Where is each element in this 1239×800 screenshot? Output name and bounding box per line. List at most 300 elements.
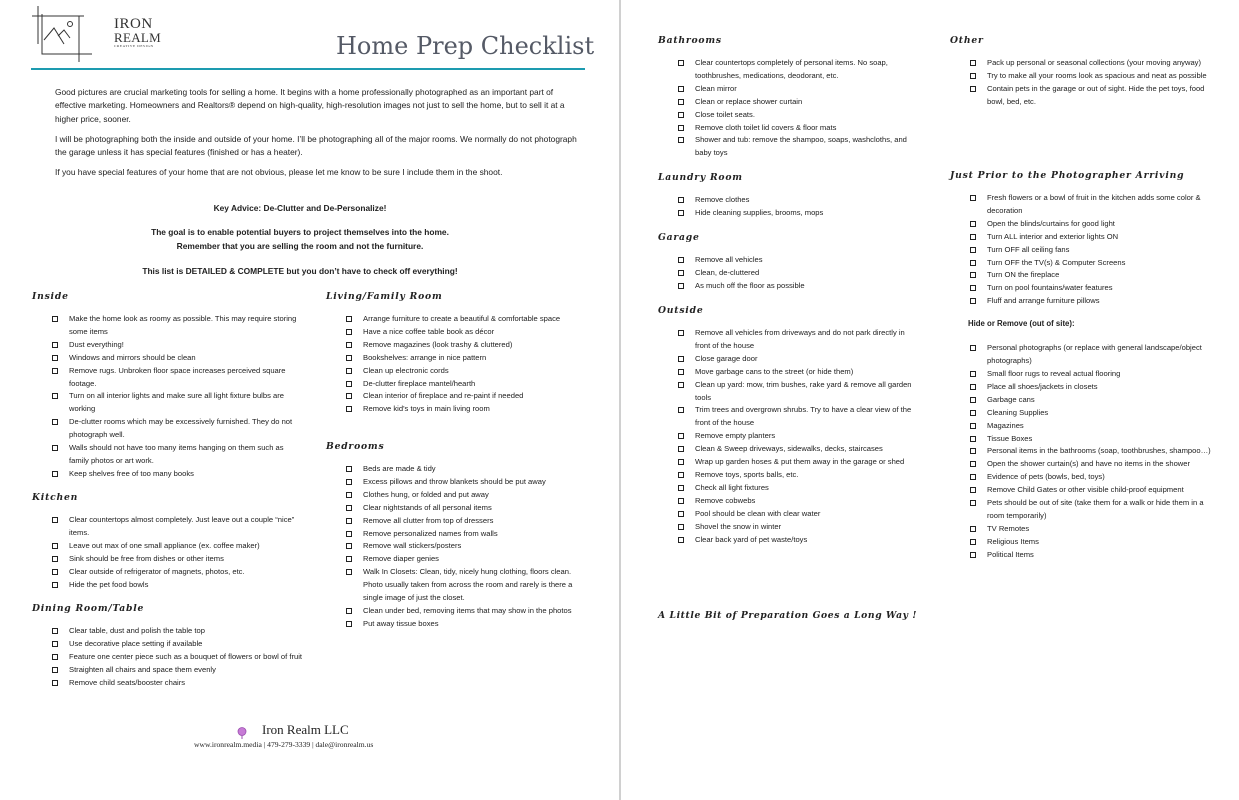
checklist-item [326,553,588,566]
section-heading: Inside [32,291,69,302]
checkbox[interactable] [678,472,684,478]
checklist-item [950,497,1212,523]
checklist [326,313,588,416]
checklist-item-text: Walls should not have too many items hanging on them such as family photos or art work. [69,443,284,465]
checkbox[interactable] [52,556,58,562]
detail-note: This list is DETAILED & COMPLETE but you don’t have to check off everything! [142,266,458,276]
checklist-item [950,471,1212,484]
checklist-item [658,57,920,83]
checklist-item-text: Personal photographs (or replace with general landscape/object photographs) [987,343,1202,366]
checklist-item-text: Pack up personal or seasonal collections (your moving anyway) [987,58,1201,67]
checklist-item [32,664,302,677]
checklist-item-text: Garbage cans [987,394,1035,404]
checklist-item [950,549,1212,562]
checklist-item [950,445,1212,458]
section-heading: Just Prior to the Photographer Arriving [950,170,1185,181]
checkbox[interactable] [678,197,684,203]
logo-line-1: IRON [114,16,153,32]
checkbox[interactable] [346,492,352,498]
checklist-item-text: Straighten all chairs and space them evenly [69,664,216,674]
checklist-item-text: Shovel the snow in winter [695,521,782,531]
checklist-item [658,254,920,267]
footer-contact: www.ironrealm.media | 479-279-3339 | dale@ironrealm.us [194,740,374,749]
checklist-item [326,540,588,553]
checklist-item [950,282,1212,295]
checklist-item [950,192,1212,218]
checklist-item [32,313,302,339]
section-heading: Living/Family Room [326,291,443,302]
checkbox[interactable] [346,355,352,361]
checklist-item [32,651,302,664]
checklist-item-text: Remove wall stickers/posters [363,541,462,551]
checklist-item [950,295,1212,308]
checklist-item [950,433,1212,446]
location-pin-icon [237,727,247,739]
checklist-item [32,416,302,442]
checkbox[interactable] [52,628,58,634]
checkbox[interactable] [678,498,684,504]
checklist-item-text: Clear back yard of pet waste/toys [695,534,808,544]
checklist-item-text: Clean up yard: mow, trim bushes, rake yard & remove all garden tools [695,379,912,402]
checkbox[interactable] [346,543,352,549]
checklist-item-text: Clear table, dust and polish the table top [69,626,205,635]
checklist-item-text: Pool should be clean with clear water [695,508,821,518]
checklist-item-text: Personal items in the bathrooms (soap, toothbrushes, shampoo…) [987,446,1211,456]
checklist-item-text: Clear countertops completely of personal items. No soap, toothbrushes, medications, deodorant, etc. [695,58,888,80]
checkbox[interactable] [970,298,976,304]
checklist-item [950,57,1212,70]
checkbox[interactable] [346,329,352,335]
checklist-item [950,257,1212,270]
checklist-item-text: Remove cloth toilet lid covers & floor mats [695,122,837,132]
checklist-item-text: Excess pillows and throw blankets should be put away [363,476,546,486]
checklist-item-text: Wrap up garden hoses & put them away in the garage or shed [695,457,905,467]
checkbox[interactable] [346,466,352,472]
checklist [658,327,920,546]
checkbox[interactable] [52,471,58,477]
checkbox[interactable] [678,86,684,92]
checklist-item-text: Have a nice coffee table book as décor [363,326,495,336]
checklist-item-text: Remove cobwebs [695,495,756,505]
checkbox[interactable] [970,552,976,558]
checklist-item-text: Turn OFF the TV(s) & Computer Screens [987,257,1126,267]
checkbox[interactable] [970,60,976,66]
checklist-item [32,339,302,352]
checkbox[interactable] [346,505,352,511]
checkbox[interactable] [678,459,684,465]
goal-line-2: Remember that you are selling the room and not the furniture. [176,240,424,251]
checklist-item-text: Hide the pet food bowls [69,579,149,589]
checklist-item-text: Clean, de-cluttered [695,267,760,277]
checklist-item [658,521,920,534]
checklist-item [658,443,920,456]
checkbox[interactable] [346,479,352,485]
checklist-item [950,381,1212,394]
checklist-item [326,489,588,502]
checkbox[interactable] [52,582,58,588]
section-outside [658,305,920,546]
checklist-item [658,122,920,135]
checklist-item [32,579,302,592]
checklist-item-text: Turn ON the fireplace [987,270,1060,280]
checklist-item-text: Remove clothes [695,195,750,204]
checklist-item [950,484,1212,497]
checklist-item [658,456,920,469]
checklist [326,463,588,631]
checklist-item-text: Remove rugs. Unbroken floor space increases perceived square footage. [69,365,286,388]
checkbox[interactable] [970,234,976,240]
checkbox[interactable] [970,461,976,467]
checklist-item [326,326,588,339]
section-laundry-room [658,172,920,220]
checkbox[interactable] [970,410,976,416]
checklist-item [658,430,920,443]
section-living-room [326,291,588,416]
checklist-item-text: Turn on pool fountains/water features [987,283,1113,293]
checklist-item [32,352,302,365]
page-title: Home Prep Checklist [336,32,595,60]
checkbox[interactable] [678,137,684,143]
checklist-item [658,379,920,405]
checklist-item [658,469,920,482]
checklist-item [326,352,588,365]
checkbox[interactable] [346,342,352,348]
intro-paragraph-3: If you have special features of your home that are not obvious, please let me know to be sure I include them in the shoot. [55,167,503,178]
checkbox[interactable] [970,423,976,429]
title-rule [31,68,585,70]
checklist-item-text: Cleaning Supplies [987,407,1049,417]
checklist-item-text: Close toilet seats. [695,109,755,119]
checkbox[interactable] [678,99,684,105]
checkbox[interactable] [52,654,58,660]
checklist-item-text: Remove all clutter from top of dressers [363,515,494,525]
checkbox[interactable] [346,556,352,562]
checkbox[interactable] [52,569,58,575]
section-heading: Outside [658,305,704,316]
checklist-item [658,194,920,207]
checklist-item-text: Political Items [987,549,1034,559]
checklist-item [950,244,1212,257]
checkbox[interactable] [346,368,352,374]
checkbox[interactable] [346,393,352,399]
checklist-item-text: Clean up electronic cords [363,365,449,375]
checkbox[interactable] [970,86,976,92]
checkbox[interactable] [678,283,684,289]
section-other [950,35,1212,109]
checklist-item [32,390,302,416]
checklist-item [32,638,302,651]
checklist-item-text: Clean mirror [695,83,737,93]
checkbox[interactable] [678,369,684,375]
checklist-item-text: Walk In Closets: Clean, tidy, nicely hung clothing, floors clean. Photo usually taken from across the room and rarely is there a single image of just the closet. [363,567,573,603]
checklist-item-text: Turn ALL interior and exterior lights ON [987,231,1119,241]
tagline: A Little Bit of Preparation Goes a Long Way ! [658,610,918,621]
checklist-item [32,442,302,468]
checklist-item-text: TV Remotes [987,523,1030,533]
checkbox[interactable] [970,221,976,227]
checkbox[interactable] [678,356,684,362]
checklist [658,194,920,220]
intro-paragraph-1: Good pictures are crucial marketing tools for selling a home. It begins with a home professionally photographed as an important part of effective marketing. Homeowners and Realtors® depend on high-quality, high-resolution images not just to sell the home, but to sell it at a higher price, sooner. [55,87,565,124]
checkbox[interactable] [678,112,684,118]
checklist-item-text: Remove empty planters [695,431,776,441]
checklist-item-text: De-clutter rooms which may be excessively furnished. They do not photograph well. [69,417,293,440]
checkbox[interactable] [346,621,352,627]
checklist-item [658,482,920,495]
checkbox[interactable] [52,419,58,425]
checkbox[interactable] [52,316,58,322]
checklist-item-text: Contain pets in the garage or out of sight. Hide the pet toys, food bowl, bed, etc. [987,83,1205,106]
checklist-item-text: Use decorative place setting if available [69,638,203,648]
checklist [32,625,302,690]
checklist-item [326,390,588,403]
section-heading: Laundry Room [658,172,743,183]
checkbox[interactable] [678,382,684,388]
checklist-item [658,353,920,366]
section-dining-room [32,603,302,690]
section-heading: Kitchen [32,492,79,503]
logo-line-3: CREATIVE DESIGN [114,44,154,48]
checkbox[interactable] [346,518,352,524]
checkbox[interactable] [970,397,976,403]
checklist-item [326,528,588,541]
checklist-item-text: Dust everything! [69,339,124,349]
checkbox[interactable] [970,272,976,278]
checkbox[interactable] [970,384,976,390]
page-1 [0,0,619,800]
checkbox[interactable] [970,500,976,506]
checkbox[interactable] [970,260,976,266]
section-just-prior [950,170,1212,562]
checkbox[interactable] [52,543,58,549]
checklist-item [326,566,588,605]
checklist-item [950,231,1212,244]
checklist-item-text: Try to make all your rooms look as spacious and neat as possible [987,70,1207,80]
checkbox[interactable] [970,474,976,480]
checklist-item-text: Shower and tub: remove the shampoo, soaps, washcloths, and baby toys [695,135,907,158]
checkbox[interactable] [678,60,684,66]
checklist-item [658,366,920,379]
checkbox[interactable] [346,531,352,537]
checklist-item [950,536,1212,549]
checkbox[interactable] [970,526,976,532]
checkbox[interactable] [970,448,976,454]
section-heading: Dining Room/Table [32,603,145,614]
checklist-item [326,378,588,391]
checkbox[interactable] [970,247,976,253]
goal-statement [40,226,560,253]
checkbox[interactable] [346,316,352,322]
checklist-item-text: Leave out max of one small appliance (ex. coffee maker) [69,540,260,550]
checklist-item-text: Turn on all interior lights and make sure all light fixture bulbs are working [69,391,284,414]
checklist-item [32,553,302,566]
checkbox[interactable] [346,569,352,575]
checklist-item [658,83,920,96]
checklist-item-text: Clothes hung, or folded and put away [363,489,489,499]
checklist [658,254,920,293]
checklist-item [950,269,1212,282]
checklist-item [32,468,302,481]
checklist-item [658,96,920,109]
checkbox[interactable] [970,73,976,79]
checkbox[interactable] [678,125,684,131]
logo-wordmark [114,18,161,49]
checklist-item [950,394,1212,407]
checkbox[interactable] [970,539,976,545]
checkbox[interactable] [52,445,58,451]
checklist-item-text: Magazines [987,420,1024,430]
checklist-item-text: Hide cleaning supplies, brooms, mops [695,207,824,217]
checklist-item-text: Trim trees and overgrown shrubs. Try to have a clear view of the front of the house [695,405,912,428]
checklist-item [32,514,302,540]
checklist-item-text: As much off the floor as possible [695,280,805,290]
checklist [950,57,1212,109]
checklist-item [32,677,302,690]
checklist-item-text: Windows and mirrors should be clean [69,352,196,362]
checkbox[interactable] [346,381,352,387]
checklist-item-text: Clear outside of refrigerator of magnets, photos, etc. [69,566,245,576]
key-advice: Key Advice: De-Clutter and De-Personalize! [213,203,387,213]
checklist-item [326,339,588,352]
section-bathrooms [658,35,920,160]
checklist [950,192,1212,308]
goal-line-1: The goal is to enable potential buyers to project themselves into the home. [151,227,449,237]
checklist-item-text: Place all shoes/jackets in closets [987,381,1098,391]
checkbox[interactable] [346,406,352,412]
checkbox[interactable] [678,270,684,276]
section-kitchen [32,492,302,591]
checklist-item [950,523,1212,536]
checkbox[interactable] [678,511,684,517]
logo-line-2: REALM [114,30,161,45]
checkbox[interactable] [678,537,684,543]
checklist-item [950,368,1212,381]
checklist-item-text: Bookshelves: arrange in nice pattern [363,352,487,362]
checkbox[interactable] [52,517,58,523]
checkbox[interactable] [52,355,58,361]
section-heading: Bathrooms [658,35,722,46]
checklist-item [326,463,588,476]
checklist-item-text: Open the shower curtain(s) and have no items in the shower [987,459,1191,469]
checklist-item [658,134,920,160]
hide-remove-subheading: Hide or Remove (out of site): [968,319,1075,329]
checklist [658,57,920,160]
footer-company: Iron Realm LLC [262,722,349,737]
checklist-item-text: Pets should be out of site (take them for a walk or hide them in a room temporarily) [987,498,1204,520]
page-2 [621,0,1239,800]
checkbox[interactable] [678,524,684,530]
checkbox[interactable] [678,485,684,491]
checkbox[interactable] [678,330,684,336]
checklist-item-text: Move garbage cans to the street (or hide them) [695,366,854,376]
checkbox[interactable] [678,433,684,439]
checklist-item-text: Turn OFF all ceiling fans [987,244,1070,254]
checklist-item-text: Clean & Sweep driveways, sidewalks, decks, staircases [695,444,883,454]
checklist-item-text: Fresh flowers or a bowl of fruit in the kitchen adds some color & decoration [987,193,1201,215]
checklist-item [658,267,920,280]
checklist-item [326,365,588,378]
checklist-item-text: Small floor rugs to reveal actual flooring [987,368,1121,378]
checklist-item [32,625,302,638]
checklist [950,342,1212,561]
checklist-item-text: Remove Child Gates or other visible child-proof equipment [987,485,1184,495]
checklist-item-text: Keep shelves free of too many books [69,468,194,478]
checkbox[interactable] [52,342,58,348]
checkbox[interactable] [678,446,684,452]
checklist-item [326,618,588,631]
checklist-item-text: Open the blinds/curtains for good light [987,218,1115,228]
section-heading: Bedrooms [326,441,385,452]
checklist-item [32,566,302,579]
intro-paragraph-2: I will be photographing both the inside and outside of your home. I’ll be photographing all of the major rooms. We normally do not photograph the garage unless it has special features (finished or has a heater). [55,133,577,158]
checkbox[interactable] [678,257,684,263]
checklist-item-text: De-clutter fireplace mantel/hearth [363,378,476,388]
checkbox[interactable] [970,285,976,291]
checklist [32,313,302,481]
checklist-item [326,605,588,618]
checklist-item [32,365,302,391]
checkbox[interactable] [970,436,976,442]
section-heading: Other [950,35,984,46]
checklist-item [950,83,1212,109]
checklist-item-text: Feature one center piece such as a bouquet of flowers or bowl of fruit [69,651,303,661]
checklist-item [326,515,588,528]
checkbox[interactable] [970,487,976,493]
checklist-item [658,327,920,353]
checklist [32,514,302,591]
checklist-item-text: Remove personalized names from walls [363,528,498,538]
checklist-item-text: Remove toys, sports balls, etc. [695,469,799,479]
checklist-item-text: Tissue Boxes [987,433,1033,443]
checklist-item [326,403,588,416]
checkbox[interactable] [52,368,58,374]
checkbox[interactable] [52,680,58,686]
checklist-item-text: Remove all vehicles from driveways and do not park directly in front of the house [695,328,905,350]
checkbox[interactable] [970,371,976,377]
checklist-item-text: Clean or replace shower curtain [695,96,803,106]
checklist-item [658,495,920,508]
checklist-item-text: Remove kid's toys in main living room [363,404,490,414]
checklist-item [658,508,920,521]
checkbox[interactable] [52,641,58,647]
section-garage [658,232,920,293]
checkbox[interactable] [52,667,58,673]
checkbox[interactable] [970,195,976,201]
checkbox[interactable] [678,210,684,216]
checklist-item [950,342,1212,368]
checklist-item-text: Put away tissue boxes [363,618,439,628]
checklist-item [32,540,302,553]
checklist-item-text: Sink should be free from dishes or other items [69,553,224,563]
section-heading: Garage [658,232,700,243]
checklist-item [326,502,588,515]
checklist-item-text: Fluff and arrange furniture pillows [987,296,1100,306]
checkbox[interactable] [678,407,684,413]
checklist-item [326,476,588,489]
checklist-item-text: Arrange furniture to create a beautiful & comfortable space [363,314,561,323]
checklist-item-text: Religious Items [987,536,1039,546]
checklist-item-text: Remove child seats/booster chairs [69,677,186,687]
checklist-item-text: Remove all vehicles [695,255,763,264]
checkbox[interactable] [346,608,352,614]
checkbox[interactable] [52,393,58,399]
checklist-item [950,420,1212,433]
checklist-item [326,313,588,326]
checklist-item-text: Evidence of pets (bowls, bed, toys) [987,472,1105,482]
checklist-item [658,404,920,430]
checklist-item [658,534,920,547]
checkbox[interactable] [970,345,976,351]
